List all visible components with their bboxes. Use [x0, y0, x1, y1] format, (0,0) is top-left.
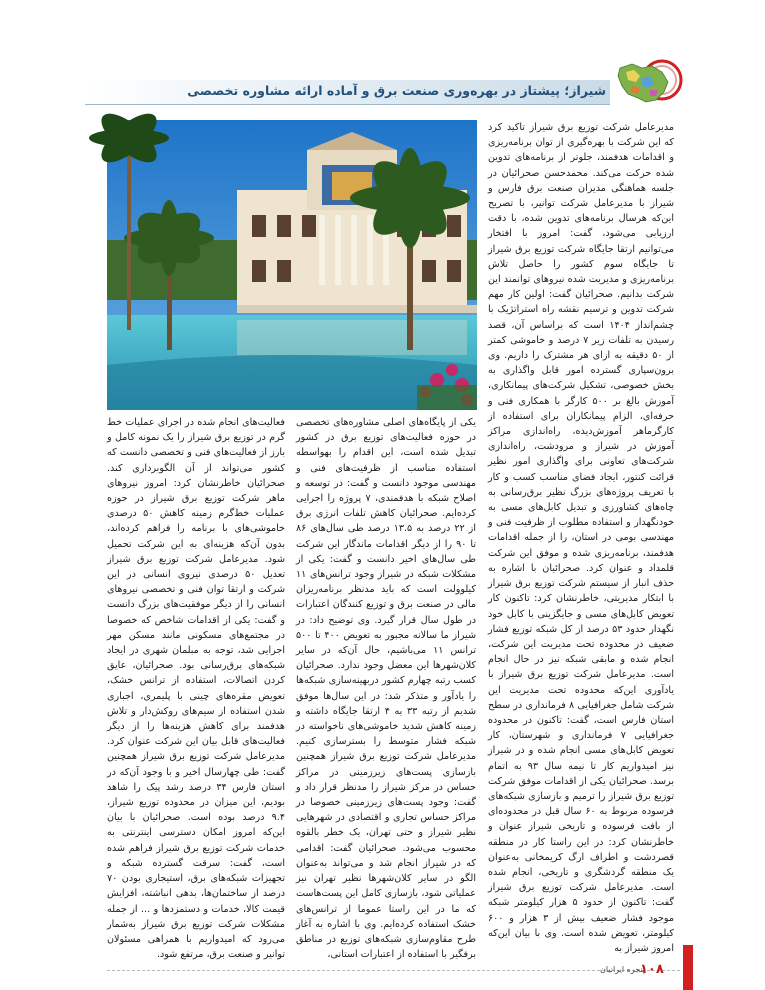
- article-column-right: [488, 120, 675, 954]
- article-header-bar: [85, 80, 610, 105]
- article-title: شیراز؛ پیشتاز در بهره‌وری صنعت برق و آماده ارائه مشاوره تخصصی: [187, 83, 606, 98]
- page-edge-marker: [683, 945, 693, 990]
- article-paragraph: مدیرعامل شرکت توزیع برق شیراز تاکید کرد که این شرکت با بهره‌گیری از توان برنامه‌ریزی و اقدامات هدفمند، جلوتر از برنامه‌های تدوین شده حرکت می‌کند. محمدحسن صحرائیان در جلسه هماهنگی مدیران صنعت برق فارس و شیراز با مدیرعامل شرکت توانیر، با تصریح این‌که هرسال برنامه‌های تدوین شده، با دقت ارزیابی می‌شود، گفت: امروز با افتخار می‌توانیم ارتقا جایگاه شرکت توزیع برق شیراز تا جایگاه سوم کشور را حاصل تلاش برنامه‌ریزی و مدیریت شده نیروهای توانمند این شرکت بدانیم. صحرائیان گفت: اولین کار مهم شرکت تدوین و ترسیم نقشه راه استراتژیک با چشم‌انداز ۱۴۰۴ است که براساس آن، قصد رسیدن به تلفات زیر ۷ درصد و خاموشی کمتر از ۵۰ دقیقه به ازای هر مشترک را داریم. وی برون‌سپاری گسترده امور قابل واگذاری به بخش خصوصی، تشکیل شرکت‌های پیمانکاری، آموزش بالغ بر ۵۰۰ کارگر با همکاری فنی و حرفه‌ای، الزام پیمانکاران برای استفاده از کارگرماهر آموزش‌دیده، راه‌اندازی مراکز آموزش در شیراز و مرودشت، راه‌اندازی شرکت‌های تعاونی برای واگذاری امور نظیر قرائت کنتور، ایجاد فضای مناسب کسب و کار با تعریف پروژه‌های بزرگ نظیر برق‌رسانی به چاه‌های کشاورزی و تبدیل کابل‌های مسی به خودنگهدار و استفاده مطلوب از ظرفیت فنی و مهندسی بومی در استان، را از جمله اقدامات هدفمند، برنامه‌ریزی شده و موفق این شرکت قلمداد و عنوان کرد. صحرائیان با اشاره به حذف انبار از سیستم شرکت توزیع برق شیراز با ابتکار مدیریتی، خاطرنشان کرد: تاکنون کار تعویض کابل‌های مسی و جایگزینی با کابل خود نگهدار حدود ۵۳ درصد از کل شبکه توزیع فشار ضعیف در محدوده تحت مدیریت این شرکت، انجام شده و مابقی شبکه نیز در حال انجام است. مدیرعامل شرکت توزیع برق شیراز با یادآوری این‌که محدوده تحت مدیریت این شرکت شامل جغرافیایی ۸ فرمانداری در سطح استان فارس است، گفت: تاکنون در محدوده جغرافیایی ۷ فرمانداری و شهرستان، کار تعویض کابل‌های مسی انجام شده و در شیراز نیز امیدواریم کار تا نیمه سال ۹۳ به اتمام برسد. صحرائیان یکی از اقدامات موفق شرکت توزیع برق شیراز را ترمیم و بازسازی شبکه‌های فرسوده مربوط به ۶۰ سال قبل در محدوده‌ای از بافت فرسوده و تاریخی شیراز عنوان و خاطرنشان کرد: در این راستا کار در منطقه قصردشت و اطراف ارگ کریمخانی به‌عنوان یک منطقه گردشگری و تاریخی، انجام شده است. مدیرعامل شرکت توزیع برق شیراز گفت: تاکنون از حدود ۵ هزار کیلومتر شبکه موجود فشار ضعیف بیش از ۳ هزار و ۶۰۰ کیلومتر، تعویض شده است. وی با بیان این‌که امروز شیراز به: [488, 122, 675, 954]
- article-paragraph: فعالیت‌های انجام شده در اجرای عملیات خط گرم در توزیع برق شیراز را یک نمونه کامل و بارز از فعالیت‌های فنی و تخصصی دانست که کشور می‌تواند از آن الگوبرداری کند. صحرائیان خاطرنشان کرد: امروز نیروهای ماهر شرکت توزیع برق شیراز در حوزه عملیات خط‌گرم زمینه کاهش ۵۰ درصدی خاموشی‌های با برنامه را فراهم کرده‌اند، بدون آن‌که هزینه‌ای به این شرکت تحمیل شود. مدیرعامل شرکت توزیع برق شیراز تعدیل ۵۰ درصدی نیروی انسانی در این شرکت و ارتقا توان فنی و تخصصی نیروهای انسانی را از دیگر موفقیت‌های بزرگ دانست و گفت: یکی از اقدامات شاخص که خصوصا در مجتمع‌های مسکونی مانند مسکن مهر اجرایی شد، توجه به مبلمان شهری در ایجاد شبکه‌های برق‌رسانی بود. صحرائیان، عایق کردن اتصالات، استفاده از ترانس خشک، تعویض مقره‌های چینی با پلیمری، اجباری شدن استفاده از سیم‌های روکش‌دار و تلاش هدفمند برای کاهش هزینه‌ها را از دیگر فعالیت‌های قابل بیان این شرکت عنوان کرد. مدیرعامل شرکت توزیع برق شیراز همچنین گفت: طی چهارسال اخیر و با وجود آن‌که در استان فارس ۳۴ درصد رشد پیک را شاهد بودیم، این میزان در محدوده توزیع شیراز، ۹.۴ درصد بوده است. صحرائیان با بیان این‌که امروز امکان دسترسی اینترنتی به خدمات شرکت توزیع برق شیراز فراهم شده است، گفت: سرقت گسترده شبکه و تجهیزات شبکه‌های برق، استیجاری بودن ۷۰ درصد از ساختمان‌ها، بدهی انباشته، افزایش قیمت کالا، خدمات و دستمزدها و ... از جمله مشکلات شرکت توزیع برق شیراز به‌شمار می‌رود که امیدواریم با همراهی مسئولان توانیر و صنعت برق، مرتفع شود.: [107, 417, 285, 961]
- eram-garden-photo: [107, 120, 477, 410]
- magazine-name: پنجره ایرانیان: [600, 965, 645, 974]
- article-column-middle: [296, 415, 476, 961]
- footer-divider: [107, 970, 680, 971]
- article-paragraph: یکی از پایگاه‌های اصلی مشاوره‌های تخصصی در حوزه فعالیت‌های توزیع برق در کشور تبدیل شده است، این اقدام را بهواسطه استفاده مناسب از ظرفیت‌های فنی و مهندسی موجود دانست و گفت: در توسعه و اصلاح شبکه با هدفمندی، ۷ پروژه را اجرایی کرده‌ایم. صحرائیان کاهش تلفات انرژی برق از ۲۲ درصد به ۱۳.۵ درصد طی سال‌های ۸۶ تا ۹۰ را از دیگر اقدامات ماندگار این شرکت طی سال‌های اخیر دانست و گفت: یکی از مشکلات شبکه در شیراز وجود ترانس‌های ۱۱ کیلوولت است که باید مدنظر برنامه‌ریزان مالی در صنعت برق و توزیع کنندگان اعتبارات در طول سال قرار گیرد. وی توضیح داد: در شیراز ما سالانه مجبور به تعویض ۴۰۰ تا ۵۰۰ ترانس ۱۱ می‌باشیم، حال آن‌که در سایر کلان‌شهرها این معضل وجود ندارد. صحرائیان کسب رتبه چهارم کشور در‌بهینه‌سازی شبکه‌ها را یادآور و متذکر شد: در این سال‌ها موفق شدیم از رتبه ۳۳ به ۴ ارتقا جایگاه داشته و زمینه کاهش شدید خاموشی‌های ناخواسته در شبکه فشار متوسط را بسترسازی کنیم. مدیرعامل شرکت توزیع برق شیراز همچنین بازسازی پست‌های زیرزمینی در مراکز حساس در مرکز شیراز را مدنظر قرار داد و گفت: وجود پست‌های زیرزمینی خصوصا در مراکز حساس تجاری و اقتصادی در شهرهایی نظیر شیراز و حتی تهران، یک خطر بالقوه محسوب می‌شود. صحرائیان گفت: اقدامی که در شیراز انجام شد و می‌تواند به‌عنوان الگو در سایر کلان‌شهرها نظیر تهران نیز عملیاتی شود، بازسازی کامل این پست‌هاست که ما در این راستا عموما از ترانس‌های خشک استفاده کرده‌ایم. وی با اشاره به آغاز طرح مقاوم‌سازی شبکه‌های توزیع در مناطق برفگیر با استفاده از اعتبارات استانی،: [296, 417, 476, 961]
- page-number: ۱۰۸: [640, 962, 664, 977]
- article-column-left: [107, 415, 285, 961]
- iran-map-logo: [612, 58, 684, 108]
